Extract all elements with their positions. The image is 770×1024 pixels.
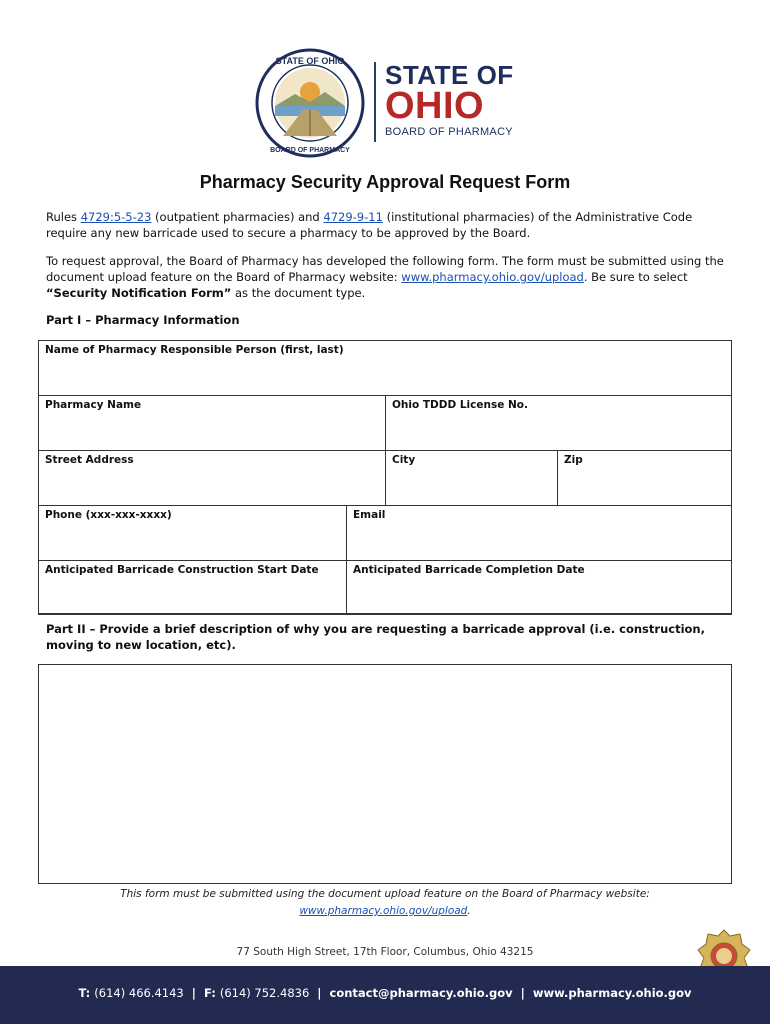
phone-label: Phone (xxx-xxx-xxxx) [45,509,172,521]
page-header [0,48,770,154]
footer-contact-line [0,986,770,1000]
note-end: . [467,905,471,917]
footer-bar [0,966,770,1024]
office-address: 77 South High Street, 17th Floor, Columbus, Ohio 43215 [236,946,534,958]
zip-field[interactable] [557,450,732,506]
footer-fax-label: F: [203,986,216,1000]
city-field[interactable] [385,450,558,506]
email-label: Email [353,509,386,521]
part2-heading: Part II – Provide a brief description of why you are requesting a barricade approval (i.e. construction, moving to new location, etc). [46,622,705,652]
rule-4729-9-11-link[interactable]: 4729-9-11 [323,210,383,224]
instructions-end: as the document type. [231,286,366,300]
intro-rules-paragraph [46,209,736,241]
city-label: City [392,454,416,466]
svg-text:BOARD OF PHARMACY: BOARD OF PHARMACY [270,147,350,154]
construction-start-date-label: Anticipated Barricade Construction Start Date [45,564,319,576]
footer-separator-1: | [191,986,196,1000]
responsible-person-field[interactable] [38,340,732,396]
email-field[interactable] [346,505,732,561]
footer-email[interactable]: contact@pharmacy.ohio.gov [329,986,513,1000]
street-address-label: Street Address [45,454,134,466]
brand-ohio: OHIO [385,85,485,127]
tddd-license-field[interactable] [385,395,732,451]
submission-note [0,886,770,920]
ohio-board-of-pharmacy-seal [255,48,365,158]
responsible-person-label: Name of Pharmacy Responsible Person (first, last) [45,344,344,356]
page-title: Pharmacy Security Approval Request Form [199,172,571,192]
pharmacy-info-form [38,340,732,614]
completion-date-label: Anticipated Barricade Completion Date [353,564,585,576]
intro-instructions-paragraph [46,253,736,301]
note-upload-link[interactable]: www.pharmacy.ohio.gov/upload [299,905,468,917]
part1-heading: Part I – Pharmacy Information [46,313,240,327]
brand-wordmark [385,62,514,140]
pharmacy-name-field[interactable] [38,395,386,451]
rule2-suffix: (institutional pharmacies) of the Administrative Code require any new barricade used to secure a pharmacy to be approved by the Board. [46,210,693,240]
instructions-text: To request approval, the Board of Pharmacy has developed the following form. The form must be submitted using the document upload feature on the Board of Pharmacy website: [46,254,724,284]
footer-separator-3: | [520,986,525,1000]
instructions-mid: . Be sure to select [583,270,688,284]
pharmacy-name-label: Pharmacy Name [45,399,142,411]
street-address-field[interactable] [38,450,386,506]
footer-fax: (614) 752.4836 [219,986,310,1000]
footer-separator-2: | [317,986,322,1000]
submission-note-text: This form must be submitted using the document upload feature on the Board of Pharmacy website: [120,888,650,900]
document-type-name: “Security Notification Form” [46,286,232,300]
zip-label: Zip [564,454,583,466]
brand-divider [374,62,376,142]
tddd-license-label: Ohio TDDD License No. [392,399,528,411]
upload-link[interactable]: www.pharmacy.ohio.gov/upload [401,270,584,284]
phone-field[interactable] [38,505,347,561]
footer-website[interactable]: www.pharmacy.ohio.gov [532,986,692,1000]
rule1-suffix: (outpatient pharmacies) and [151,210,324,224]
footer-phone-label: T: [78,986,91,1000]
svg-text:STATE OF OHIO: STATE OF OHIO [275,56,345,66]
rules-prefix: Rules [46,210,81,224]
construction-start-date-field[interactable] [38,560,347,615]
rule-4729-5-5-23-link[interactable]: 4729:5-5-23 [80,210,152,224]
footer-phone[interactable]: (614) 466.4143 [94,986,184,1000]
completion-date-field[interactable] [346,560,732,615]
brand-state-of: STATE OF [385,60,514,90]
barricade-description-textarea[interactable] [38,664,732,884]
brand-board-of-pharmacy: BOARD OF PHARMACY [385,126,513,138]
